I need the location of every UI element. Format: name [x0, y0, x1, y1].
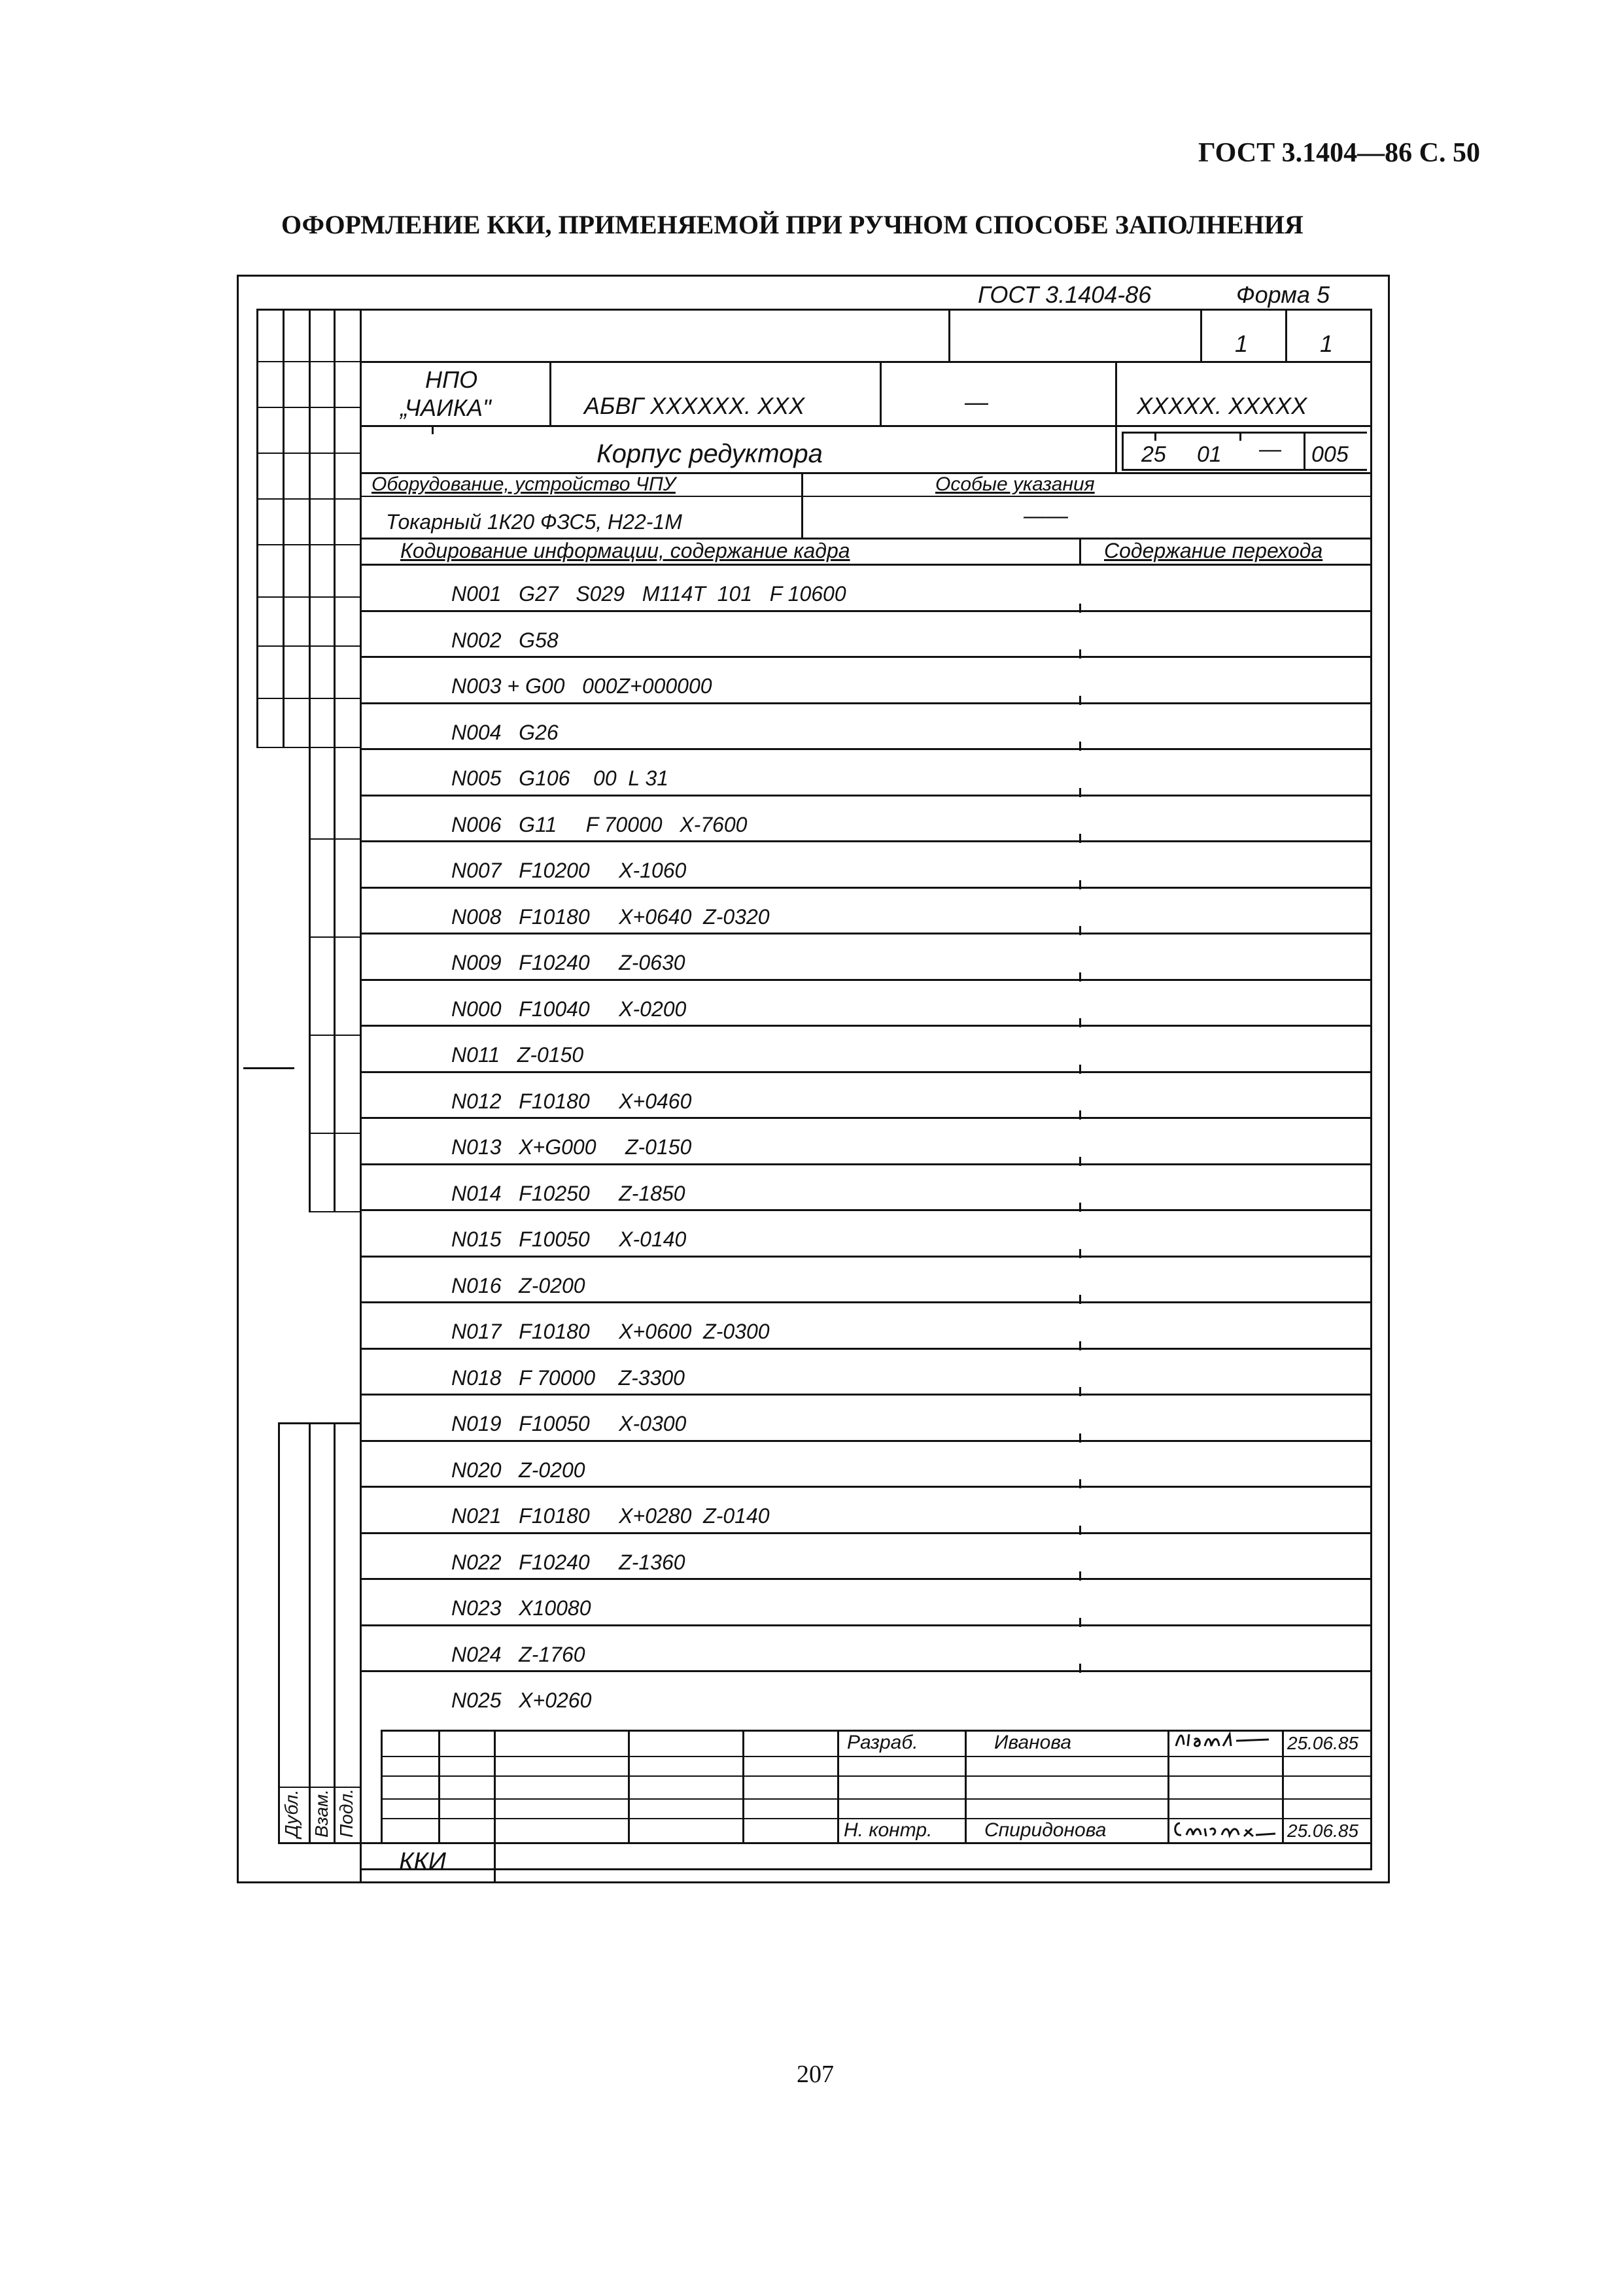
detail-code: XXXXX. XXXXX [1137, 392, 1307, 419]
operation-code-01: 01 [1197, 442, 1222, 467]
frame-code: N003 + G00 000Z+000000 [451, 674, 712, 698]
standard-label: ГОСТ 3.1404-86 [978, 281, 1152, 308]
frame-code: N019 F10050 X-0300 [451, 1412, 687, 1435]
special-instructions-label: Особые указания [935, 473, 1095, 495]
developed-by-signature [1171, 1726, 1275, 1753]
section-title: ОФОРМЛЕНИЕ ККИ, ПРИМЕНЯЕМОЙ ПРИ РУЧНОМ СПОСОБЕ ЗАПОЛНЕНИЯ [281, 210, 1304, 239]
sheets-total: 1 [1320, 330, 1334, 357]
frame-code: N023 X10080 [451, 1596, 591, 1620]
document-code: АБВГ XXXXXX. XXX [584, 392, 805, 419]
operation-code-005: 005 [1311, 442, 1349, 467]
side-label-vzam: Взам. [311, 1789, 332, 1838]
operation-code-25: 25 [1141, 442, 1166, 467]
frame-code: N005 G106 00 L 31 [451, 766, 669, 790]
developed-by-label: Разраб. [847, 1732, 918, 1753]
frame-code: N002 G58 [451, 628, 559, 652]
frame-code: N016 Z-0200 [451, 1273, 585, 1297]
form-label: Форма 5 [1236, 281, 1330, 308]
developed-by-date: 25.06.85 [1287, 1733, 1358, 1753]
frame-code: N017 F10180 X+0600 Z-0300 [451, 1320, 770, 1343]
norm-control-name: Спиридонова [984, 1819, 1107, 1841]
coding-column-header: Кодирование информации, содержание кадра [400, 539, 850, 562]
equipment-label: Оборудование, устройство ЧПУ [371, 473, 676, 495]
frame-code: N006 G11 F 70000 X-7600 [451, 812, 748, 836]
norm-control-signature [1171, 1815, 1279, 1842]
frame-code: N004 G26 [451, 720, 559, 744]
frame-code: N014 F10250 Z-1850 [451, 1181, 685, 1205]
norm-control-date: 25.06.85 [1287, 1821, 1358, 1841]
frame-code: N001 G27 S029 M114T 101 F 10600 [451, 582, 846, 606]
form-footer-label: ККИ [399, 1848, 446, 1876]
frame-code: N011 Z-0150 [451, 1043, 584, 1067]
page-header: ГОСТ 3.1404—86 С. 50 [1198, 138, 1480, 168]
frame-code: N013 X+G000 Z-0150 [451, 1135, 692, 1159]
frame-code: N024 Z-1760 [451, 1642, 585, 1666]
side-label-podl: Подл. [336, 1789, 356, 1838]
page-number: 207 [797, 2061, 834, 2088]
equipment-value: Токарный 1К20 ФЗС5, Н22-1М [386, 510, 682, 534]
operation-code-dash: — [1259, 437, 1281, 462]
side-label-dubl: Дубл. [281, 1789, 302, 1838]
frame-code: N025 X+0260 [451, 1688, 592, 1712]
norm-control-label: Н. контр. [844, 1819, 933, 1841]
code-dash: — [965, 388, 988, 415]
frame-code: N008 F10180 X+0640 Z-0320 [451, 904, 770, 929]
frame-code: N018 F 70000 Z-3300 [451, 1365, 685, 1390]
frame-code: N022 F10240 Z-1360 [451, 1550, 685, 1574]
frame-code: N007 F10200 X-1060 [451, 859, 687, 882]
frame-code: N021 F10180 X+0280 Z-0140 [451, 1504, 770, 1528]
frame-code: N000 F10040 X-0200 [451, 997, 687, 1021]
part-name: Корпус редуктора [596, 439, 823, 468]
frame-code: N009 F10240 Z-0630 [451, 951, 685, 974]
transition-column-header: Содержание перехода [1104, 539, 1323, 562]
special-instructions-value: —— [1024, 504, 1068, 528]
frame-code: N020 Z-0200 [451, 1458, 585, 1482]
frame-code: N012 F10180 X+0460 [451, 1089, 692, 1113]
frame-code: N015 F10050 X-0140 [451, 1227, 687, 1251]
sheet-number: 1 [1235, 330, 1249, 357]
org-name-line1: НПО [425, 366, 478, 393]
developed-by-name: Иванова [994, 1732, 1072, 1753]
org-name-line2: „ЧАИКА" [400, 394, 491, 421]
